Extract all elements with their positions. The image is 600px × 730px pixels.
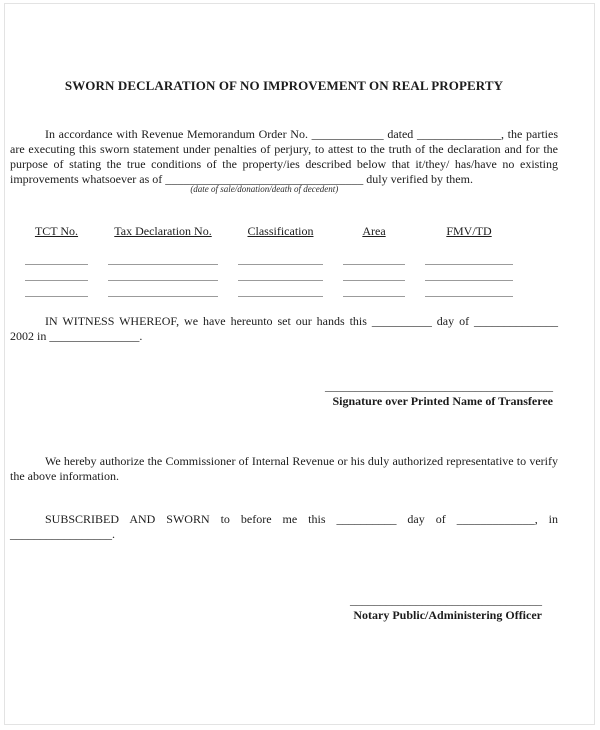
table-blank-cell (343, 281, 405, 297)
table-blank-cell (108, 281, 218, 297)
table-blank-cell (343, 249, 405, 265)
witness-text-3: 2002 in (10, 329, 50, 343)
table-blank-cell (238, 281, 323, 297)
witness-place-blank: _______________ (49, 329, 140, 343)
as-of-caption: (date of sale/donation/death of decedent) (190, 184, 339, 194)
as-of-blank-line: _________________________________ (165, 172, 364, 186)
witness-month-blank: ______________ (474, 314, 558, 328)
table-blank-cell (25, 265, 88, 281)
subscribed-day-blank: __________ (336, 512, 397, 526)
table-blank-cell (343, 265, 405, 281)
subscribed-month-blank: _____________ (456, 512, 535, 526)
table-blank-cell (108, 265, 218, 281)
intro-text-2: dated (383, 127, 417, 141)
order-no-blank: ____________ (311, 127, 384, 141)
transferee-signature-line: ______________________________________ (325, 379, 553, 393)
table-blank-cell (108, 249, 218, 265)
authorization-paragraph: We hereby authorize the Commissioner of Internal Revenue or his duly authorized representative to verify the above information. (10, 454, 558, 483)
witness-text-2: day of (431, 314, 474, 328)
subscribed-paragraph (10, 512, 558, 542)
table-blank-cell (425, 249, 513, 265)
subscribed-text-4: . (112, 527, 115, 541)
column-header-area: Area (362, 224, 386, 238)
order-date-blank: ______________ (416, 127, 501, 141)
intro-text-3: , the parties are executing this sworn statement under penalties of perjury, to attest to the truth of the declaration and for the purpose of stating the true conditions of the property/ies described below that it/they/ has/have no existing improvements whatsoever as of (10, 127, 558, 186)
table-blank-cell (425, 265, 513, 281)
table-blank-cell (425, 281, 513, 297)
table-blank-cell (238, 265, 323, 281)
property-table-header (25, 224, 558, 239)
column-header-tax-declaration-no: Tax Declaration No. (114, 224, 212, 238)
intro-text-1: In accordance with Revenue Memorandum Order No. (45, 127, 312, 141)
witness-paragraph (10, 314, 558, 344)
subscribed-text-3: , in (534, 512, 558, 526)
column-header-tct-no: TCT No. (34, 224, 79, 238)
property-table-rows (25, 249, 558, 297)
column-header-classification: Classification (247, 224, 314, 238)
intro-paragraph (10, 127, 558, 194)
subscribed-text-1: SUBSCRIBED AND SWORN to before me this (45, 512, 337, 526)
transferee-signature-block (10, 380, 558, 409)
witness-text-1: IN WITNESS WHEREOF, we have hereunto set our hands this (45, 314, 372, 328)
notary-signature-line: ________________________________ (350, 593, 542, 607)
subscribed-text-2: day of (396, 512, 457, 526)
witness-day-blank: __________ (371, 314, 432, 328)
notary-signature-label: Notary Public/Administering Officer (353, 608, 542, 622)
table-row (25, 265, 558, 281)
table-blank-cell (25, 281, 88, 297)
intro-text-4: duly verified by them. (363, 172, 473, 186)
transferee-signature-label: Signature over Printed Name of Transferee (332, 394, 553, 408)
table-blank-cell (25, 249, 88, 265)
witness-text-4: . (139, 329, 143, 343)
document-title: SWORN DECLARATION OF NO IMPROVEMENT ON REAL PROPERTY (64, 78, 504, 93)
table-row (25, 281, 558, 297)
column-header-fmv-td: FMV/TD (446, 224, 492, 238)
subscribed-place-blank: _________________ (10, 527, 112, 541)
notary-signature-block (10, 594, 558, 623)
table-row (25, 249, 558, 265)
as-of-blank (165, 172, 364, 194)
table-blank-cell (238, 249, 323, 265)
